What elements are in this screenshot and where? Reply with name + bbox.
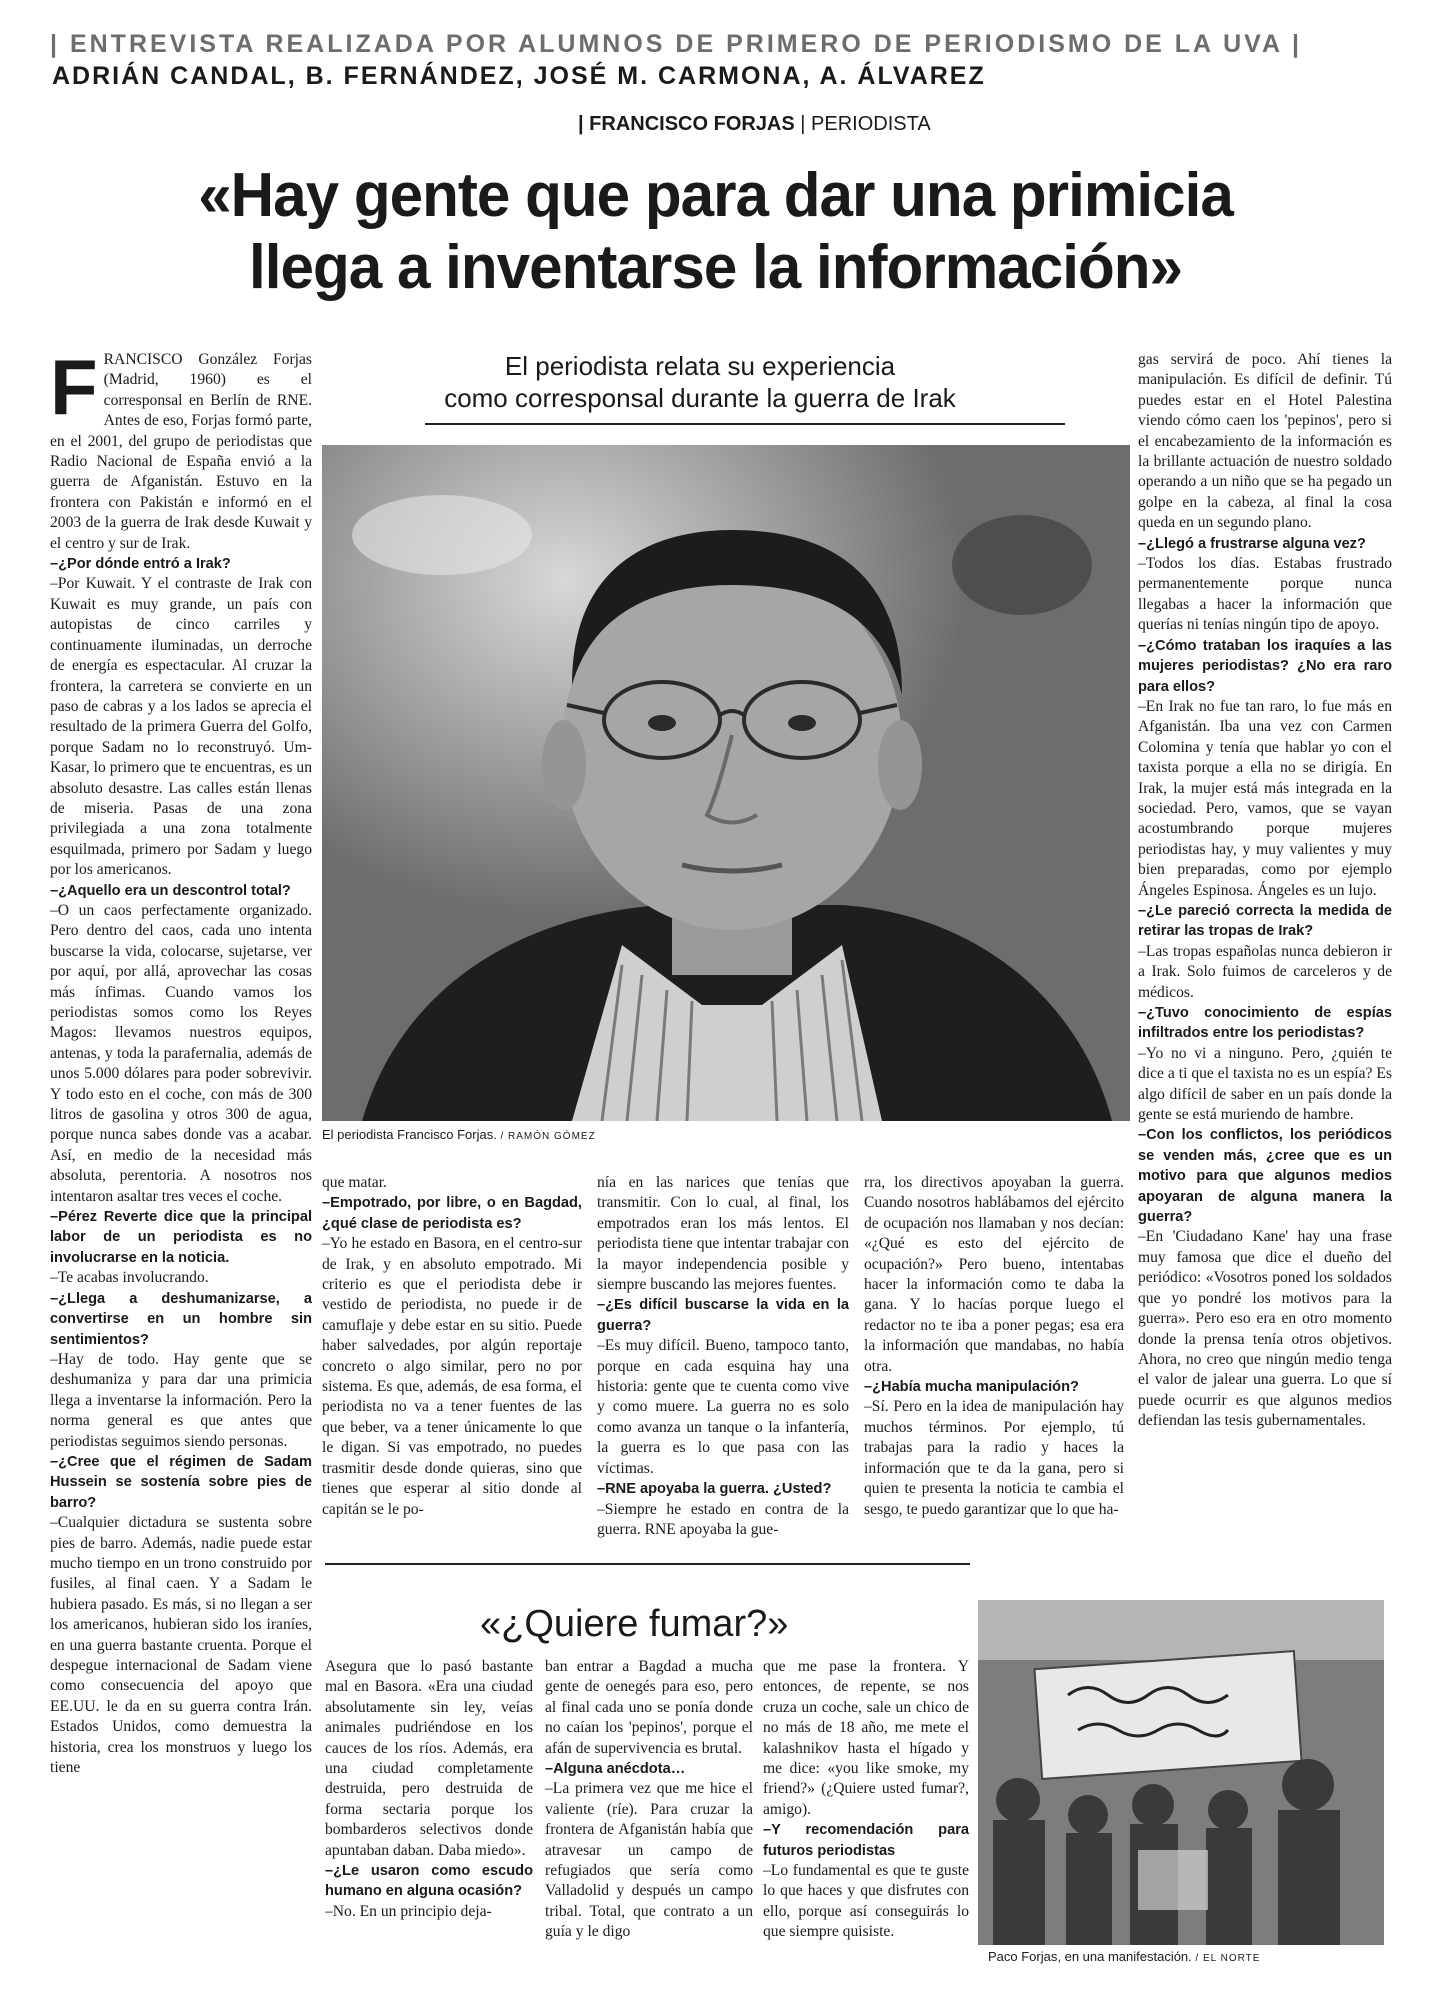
answer: nía en las narices que tenías que transmitir. Con lo cual, al final, los empotrados eran los más lentos. El periodista tiene que intentar trabajar con la mayor independencia posible y siempre buscando las mejores fuentes. <box>597 1174 849 1294</box>
answer: –Hay de todo. Hay gente que se deshumaniza y para dar una primicia llega a inventarse la información. Pero la norma general es que antes que periodistas seguimos siendo personas. <box>50 1350 312 1450</box>
answer: rra, los directivos apoyaban la guerra. Cuando nosotros hablábamos del ejército de ocupación nos llamaban y nos decían: «¿Qué es esto del ejército de ocupación?» Pero bueno, intentabas hacer la información como te daba la gana. Y lo hacías porque luego el redactor no te iba a poner pegas; esa era la información que mandabas, no había otra. <box>864 1174 1124 1375</box>
authors-line: ADRIÁN CANDAL, B. FERNÁNDEZ, JOSÉ M. CARMONA, A. ÁLVAREZ <box>52 62 986 90</box>
byline-name: | FRANCISCO FORJAS <box>578 113 795 135</box>
question: –¿Cómo trataban los iraquíes a las mujeres periodistas? ¿No era raro para ellos? <box>1138 637 1392 695</box>
question: –¿Es difícil buscarse la vida en la guerra? <box>597 1297 849 1334</box>
answer: –Las tropas españolas nunca debieron ir a Irak. Solo fuimos de carceleros y de médicos. <box>1138 942 1392 1001</box>
question: –¿Le usaron como escudo humano en alguna ocasión? <box>325 1863 533 1900</box>
article-column-1 <box>50 350 312 2000</box>
headline-line-1: «Hay gente que para dar una primicia <box>198 161 1233 230</box>
article-column-2 <box>322 1173 582 1558</box>
answer: –No. En un principio deja- <box>325 1902 492 1920</box>
sidebar-paragraph: Asegura que lo pasó bastante mal en Basora. «Era una ciudad absolutamente sin ley, veías animales pudriéndose en los cauces de los ríos. Además, era una ciudad completamente destruida, pero destruida de forma sectaria porque los bombarderos selectivos donde apuntaban daban. Daba miedo». <box>325 1658 533 1859</box>
subheadline-line-2: como corresponsal durante la guerra de Irak <box>444 383 956 413</box>
subheadline <box>340 350 1060 414</box>
answer: –Siempre he estado en contra de la guerra. RNE apoyaba la gue- <box>597 1500 849 1538</box>
sidebar-paragraph: que me pase la frontera. Y entonces, de repente, se nos cruza un coche, sale un chico de no más de 18 año, me mete el kalashnikov hasta el hígado y me dice: «you like smoke, my friend?» (¿Quiere usted fumar?, amigo). <box>763 1658 969 1818</box>
sidebar-column-2 <box>545 1657 753 1997</box>
protest-photo <box>978 1600 1384 1945</box>
answer: –Sí. Pero en la idea de manipulación hay muchos términos. Por ejemplo, tú trabajas para la radio y haces la información que te da la gana, pero si quien te presenta la noticia te cambia el sesgo, te puedo garantizar que lo que ha- <box>864 1398 1124 1518</box>
sidebar-paragraph: ban entrar a Bagdad a mucha gente de oenegés para eso, pero al final cada uno se ponía donde no caían los 'pepinos', porque el afán de supervivencia es brutal. <box>545 1658 753 1757</box>
question: –Y recomendación para futuros periodistas <box>763 1822 969 1859</box>
main-photo-caption <box>322 1127 596 1142</box>
question: –¿Aquello era un descontrol total? <box>50 882 291 899</box>
question: –Pérez Reverte dice que la principal labor de un periodista es no involucrarse en la noticia. <box>50 1209 312 1266</box>
answer: –En 'Ciudadano Kane' hay una frase muy famosa que dice el dueño del periódico: «Vosotros poned los soldados que yo pondré los motivos para la guerra». Pero eso era en otro momento donde la prensa tenía otros objetivos. Ahora, no creo que ningún medio tenga el valor de jalear una guerra. Lo que sí puede ocurrir es que algunos medios defiendan las tesis gubernamentales. <box>1138 1228 1392 1430</box>
question: –Empotrado, por libre, o en Bagdad, ¿qué clase de periodista es? <box>322 1195 582 1232</box>
question: –¿Había mucha manipulación? <box>864 1379 1079 1396</box>
sidebar-column-3 <box>763 1657 969 1997</box>
main-photo-caption-text: El periodista Francisco Forjas. <box>322 1127 497 1142</box>
protest-photo-caption-text: Paco Forjas, en una manifestación. <box>988 1949 1192 1964</box>
answer: –Yo no vi a ninguno. Pero, ¿quién te dice a ti que el taxista no es un espía? Es algo difícil de saber en un país donde la gente se está muriendo de hambre. <box>1138 1044 1392 1124</box>
subheadline-rule <box>425 423 1065 425</box>
article-column-5 <box>1138 350 1392 1595</box>
question: –¿Llegó a frustrarse alguna vez? <box>1138 535 1366 552</box>
protest-photo-caption <box>988 1949 1260 1964</box>
question: –RNE apoyaba la guerra. ¿Usted? <box>597 1481 832 1498</box>
protest-photo-credit: / EL NORTE <box>1195 1953 1261 1964</box>
question: –¿Por dónde entró a Irak? <box>50 556 231 573</box>
intro-paragraph: RANCISCO González Forjas (Madrid, 1960) es el corresponsal en Berlín de RNE. Antes de eso, Forjas formó parte, en el 2001, del grupo de periodistas que Radio Nacional de España envió a la guerra de Afganistán. Estuvo en la frontera con Pakistán e informó en el 2003 de la guerra de Irak desde Kuwait y el centro y sur de Irak. <box>50 351 312 552</box>
answer: –Todos los días. Estabas frustrado permanentemente porque nunca llegabas a hacer la información que querías ni tenías ningún tipo de apoyo. <box>1138 555 1392 634</box>
question: –Alguna anécdota… <box>545 1761 686 1778</box>
answer: –Lo fundamental es que te guste lo que haces y que disfrutes con ello, porque así conseguirás lo que siempre quisiste. <box>763 1862 969 1941</box>
sidebar-title: «¿Quiere fumar?» <box>480 1603 789 1645</box>
article-column-3 <box>597 1173 849 1558</box>
subheadline-line-1: El periodista relata su experiencia <box>504 351 896 381</box>
answer: –Yo he estado en Basora, en el centro-sur de Irak, y en absoluto empotrado. Mi criterio es que el periodista debe ir vestido de periodista, no puede ir de camuflaje y debe estar en su sitio. Puede haber salvedades, por algún reportaje concreto o algo similar, pero no por sistema. Es que, además, de esa forma, el periodista no va a tener fuentes de las que beber, va a tener únicamente lo que le digan. Si vas empotrado, no puedes trasmitir desde donde quieras, sino que tienes que esperar al sitio donde al capitán se le po- <box>322 1235 582 1518</box>
headline-line-2: llega a inventarse la información» <box>249 233 1182 302</box>
answer: –Por Kuwait. Y el contraste de Irak con Kuwait es muy grande, un país con autopistas de cinco carriles y continuamente iluminadas, un derroche de energía es espectacular. Al cruzar la frontera, la carretera se convierte en un paso de cabras y a los lados se aprecia el resultado de la primera Guerra del Golfo, porque Sadam no lo reconstruyó. Um-Kasar, lo primero que te encuentras, es un absoluto desastre. Las calles están llenas de miseria. Pasas de una zona privilegiada a una zona totalmente esquilmada, primero por Sadam y luego por los americanos. <box>50 575 312 879</box>
headline <box>80 160 1352 304</box>
question: –¿Cree que el régimen de Sadam Hussein se sostenía sobre pies de barro? <box>50 1453 312 1511</box>
answer: gas servirá de poco. Ahí tienes la manipulación. Es difícil de definir. Tú puedes estar en el Hotel Palestina viendo cómo caen los 'pepinos', pero si el encabezamiento de la información es la brillante actuación de nuestro soldado operando a un niño que se ha pegado un golpe en la cabeza, al final la cosa queda en un segundo plano. <box>1138 351 1392 532</box>
answer: –Cualquier dictadura se sustenta sobre pies de barro. Además, nadie puede estar mucho tiempo en un trono construido por fusiles, al final caen. Y a Sadam le hubiera pasado. Es más, si no llegan a ser los americanos, hubieran sido los iraníes, en una guerra bastante cruenta. Porque el despegue internacional de Sadam viene como consecuencia del apoyo que EE.UU. le da en su guerra contra Irán. Estados Unidos, como demuestra la historia, crea los monstruos y luego los tiene <box>50 1514 312 1777</box>
protest-illustration <box>978 1600 1384 1945</box>
article-column-4 <box>864 1173 1124 1558</box>
byline <box>578 113 931 136</box>
answer: –O un caos perfectamente organizado. Pero dentro del caos, cada uno intenta buscarse la vida, colocarse, sujetarse, ver por aquí, por allá, aprovechar las cosas más ínfimas. Cuando vamos los periodistas somos como los Reyes Magos: llevamos nuestros equipos, antenas, y toda la parafernalia, además de unos 5.000 dólares para poder sobrevivir. Y todo esto en el coche, con más de 300 litros de gasolina y otros 300 de agua, porque nunca sabes donde vas a acabar. Así, en medio de la necesidad más absoluta, perentoria. A nosotros nos intentaron asaltar tres veces el coche. <box>50 901 312 1205</box>
portrait-illustration <box>322 445 1130 1121</box>
main-photo <box>322 445 1130 1121</box>
byline-role: | PERIODISTA <box>800 113 931 135</box>
answer: –En Irak no fue tan raro, lo fue más en Afganistán. Iba una vez con Carmen Colomina y tenía que hablar yo con el taxista porque a ella no se dirigía. En Irak, la mujer está más integrada en la sociedad. Pero, vamos, que se vayan acostumbrando porque mujeres periodistas hay, y muy valientes y muy bien preparadas, como por ejemplo Ángeles Espinosa. Ángeles es un lujo. <box>1138 697 1392 899</box>
answer: –La primera vez que me hice el valiente (ríe). Para cruzar la frontera de Afganistán había que atravesar un campo de refugiados que sería como Valladolid y después un campo tribal. Total, que contrato a un guía y le digo <box>545 1780 753 1941</box>
answer: que matar. <box>322 1174 387 1191</box>
section-kicker: | ENTREVISTA REALIZADA POR ALUMNOS DE PRIMERO DE PERIODISMO DE LA UVA | <box>50 30 1303 58</box>
question: –¿Tuvo conocimiento de espías infiltrados entre los periodistas? <box>1138 1005 1392 1042</box>
answer: –Es muy difícil. Bueno, tampoco tanto, porque en cada esquina hay una historia: gente que te cuenta como vive y como muere. La guerra no es solo como avanza un tanque o la infantería, la guerra es lo que pasa con las víctimas. <box>597 1337 849 1477</box>
question: –Con los conflictos, los periódicos se venden más, ¿cree que es un motivo para que algunos medios apoyaran de alguna manera la guerra? <box>1138 1127 1392 1226</box>
main-photo-credit: / RAMÓN GÓMEZ <box>500 1131 596 1142</box>
answer: –Te acabas involucrando. <box>50 1269 209 1287</box>
sidebar-column-1 <box>325 1657 533 1997</box>
question: –¿Le pareció correcta la medida de retirar las tropas de Irak? <box>1138 902 1392 940</box>
sidebar-rule <box>325 1563 970 1565</box>
question: –¿Llega a deshumanizarse, a convertirse en un hombre sin sentimientos? <box>50 1290 312 1348</box>
drop-cap: F <box>50 350 98 431</box>
